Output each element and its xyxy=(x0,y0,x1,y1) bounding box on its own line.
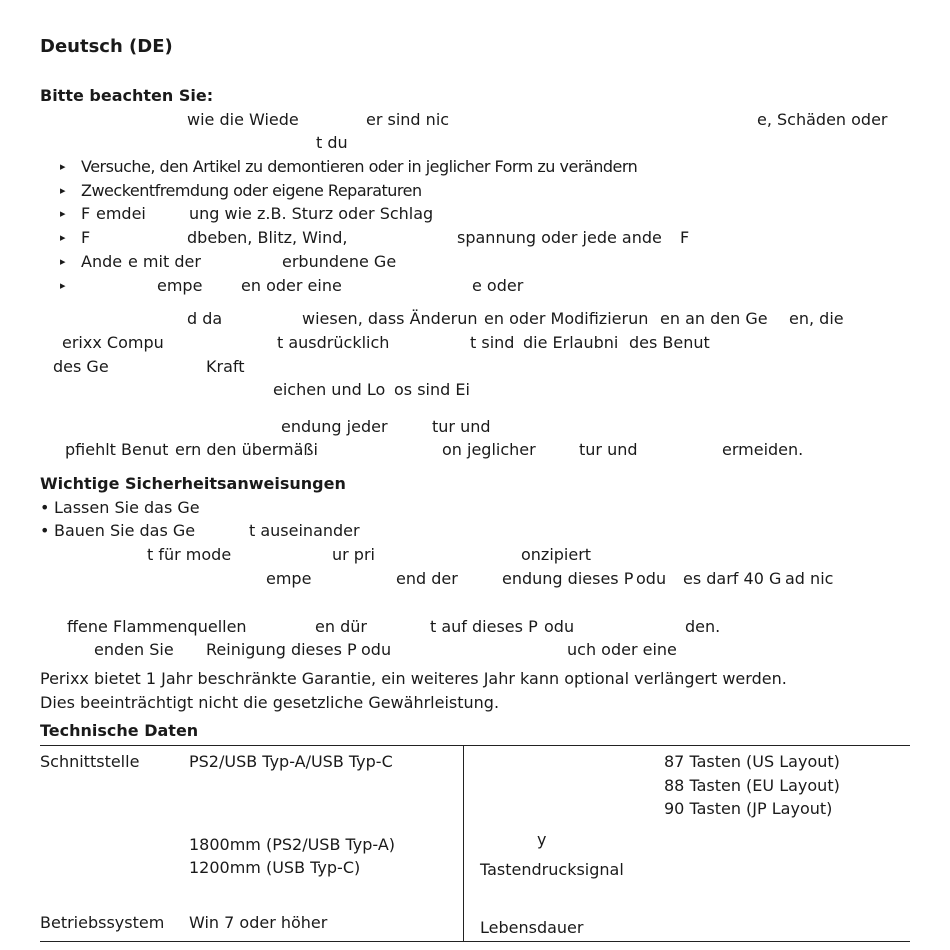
spec-label-interface: Schnittstelle xyxy=(40,752,140,771)
table-column-divider xyxy=(463,745,464,942)
bullet-dot-icon: • xyxy=(40,521,50,540)
text-fragment: ffene Flammenquellen xyxy=(67,617,247,636)
safety-item: Bauen Sie das Ge xyxy=(54,521,196,540)
spec-value-keys: 88 Tasten (EU Layout) xyxy=(664,776,840,795)
text-fragment: t auf dieses P xyxy=(430,617,538,636)
triangle-bullet-icon: ▸ xyxy=(60,279,66,292)
section-title: Wichtige Sicherheitsanweisungen xyxy=(40,474,346,493)
warranty-line: Dies beeinträchtigt nicht die gesetzliche Gewährleistung. xyxy=(40,693,500,712)
bullet-text: e mit der xyxy=(128,252,201,271)
warranty-line: Perixx bietet 1 Jahr beschränkte Garantie, ein weiteres Jahr kann optional verlängert werden. xyxy=(40,669,787,688)
text-fragment: en oder Modifizierun xyxy=(484,309,649,328)
bullet-text: erbundene Ge xyxy=(282,252,397,271)
triangle-bullet-icon: ▸ xyxy=(60,231,66,244)
spec-label-os: Betriebssystem xyxy=(40,913,165,932)
bullet-text: F xyxy=(680,228,690,247)
text-fragment: ern den übermäßi xyxy=(175,440,318,459)
intro-fragment: er sind nic xyxy=(366,110,450,129)
text-fragment: endung jeder xyxy=(281,417,388,436)
text-fragment: Kraft xyxy=(206,357,245,376)
text-fragment: die Erlaubni xyxy=(523,333,619,352)
page-title: Deutsch (DE) xyxy=(40,36,173,57)
notice-title: Bitte beachten Sie: xyxy=(40,86,214,105)
text-fragment: ermeiden. xyxy=(722,440,804,459)
bullet-text: F xyxy=(81,228,91,247)
text-fragment: odu xyxy=(544,617,575,636)
text-fragment: end der xyxy=(396,569,458,588)
text-fragment: os sind Ei xyxy=(394,380,470,399)
bullet-text: empe xyxy=(157,276,203,295)
triangle-bullet-icon: ▸ xyxy=(60,255,66,268)
triangle-bullet-icon: ▸ xyxy=(60,184,66,197)
bullet-text: dbeben, Blitz, Wind, xyxy=(187,228,348,247)
text-fragment: pfiehlt Benut xyxy=(65,440,169,459)
bullet-text: spannung oder jede ande xyxy=(457,228,662,247)
spec-value-keys: 87 Tasten (US Layout) xyxy=(664,752,840,771)
text-fragment: des Benut xyxy=(629,333,710,352)
text-fragment: erixx Compu xyxy=(62,333,164,352)
text-fragment: tur und xyxy=(579,440,638,459)
bullet-text: ung wie z.B. Sturz oder Schlag xyxy=(189,204,434,223)
text-fragment: es darf 40 G xyxy=(683,569,782,588)
text-fragment: t ausdrücklich xyxy=(277,333,390,352)
safety-item: t auseinander xyxy=(249,521,360,540)
text-fragment: on jeglicher xyxy=(442,440,536,459)
table-top-rule xyxy=(40,745,910,746)
text-fragment: en an den Ge xyxy=(660,309,768,328)
text-fragment: des Ge xyxy=(53,357,109,376)
text-fragment: en dür xyxy=(315,617,367,636)
section-title: Technische Daten xyxy=(40,721,199,740)
bullet-text: Versuche, den Artikel zu demontieren oder in jeglicher Form zu verändern xyxy=(81,157,638,176)
spec-value-keys: 90 Tasten (JP Layout) xyxy=(664,799,833,818)
text-fragment: enden Sie xyxy=(94,640,174,659)
text-fragment: endung dieses P xyxy=(502,569,634,588)
spec-value-os: Win 7 oder höher xyxy=(189,913,328,932)
text-fragment: tur und xyxy=(432,417,491,436)
bullet-dot-icon: • xyxy=(40,498,50,517)
bullet-text: Zweckentfremdung oder eigene Reparaturen xyxy=(81,181,422,200)
safety-item: Lassen Sie das Ge xyxy=(54,498,200,517)
intro-fragment: e, Schäden oder xyxy=(757,110,888,129)
triangle-bullet-icon: ▸ xyxy=(60,207,66,220)
intro-fragment: t du xyxy=(316,133,348,152)
text-fragment: en, die xyxy=(789,309,844,328)
text-fragment: ur pri xyxy=(332,545,375,564)
bullet-text: F xyxy=(81,204,91,223)
text-fragment: ad nic xyxy=(785,569,834,588)
bullet-text: en oder eine xyxy=(241,276,342,295)
intro-fragment: wie die Wiede xyxy=(187,110,299,129)
triangle-bullet-icon: ▸ xyxy=(60,160,66,173)
text-fragment: odu xyxy=(636,569,667,588)
text-fragment: odu xyxy=(361,640,392,659)
table-bottom-rule xyxy=(40,941,910,942)
spec-value-cable: 1800mm (PS2/USB Typ-A) xyxy=(189,835,396,854)
spec-value-cable: 1200mm (USB Typ-C) xyxy=(189,858,361,877)
text-fragment: d da xyxy=(187,309,223,328)
text-fragment: t für mode xyxy=(147,545,232,564)
bullet-text: e oder xyxy=(472,276,524,295)
spec-label-lifetime: Lebensdauer xyxy=(480,918,584,937)
text-fragment: den. xyxy=(685,617,721,636)
spec-label-signal: Tastendrucksignal xyxy=(480,860,624,879)
text-fragment: uch oder eine xyxy=(567,640,677,659)
bullet-text: Ande xyxy=(81,252,123,271)
spec-value-interface: PS2/USB Typ-A/USB Typ-C xyxy=(189,752,393,771)
text-fragment: eichen und Lo xyxy=(273,380,386,399)
text-fragment: onzipiert xyxy=(521,545,592,564)
text-fragment: y xyxy=(537,830,547,849)
text-fragment: wiesen, dass Änderun xyxy=(302,309,478,328)
text-fragment: empe xyxy=(266,569,312,588)
bullet-text: emdei xyxy=(96,204,146,223)
text-fragment: Reinigung dieses P xyxy=(206,640,357,659)
text-fragment: t sind xyxy=(470,333,515,352)
